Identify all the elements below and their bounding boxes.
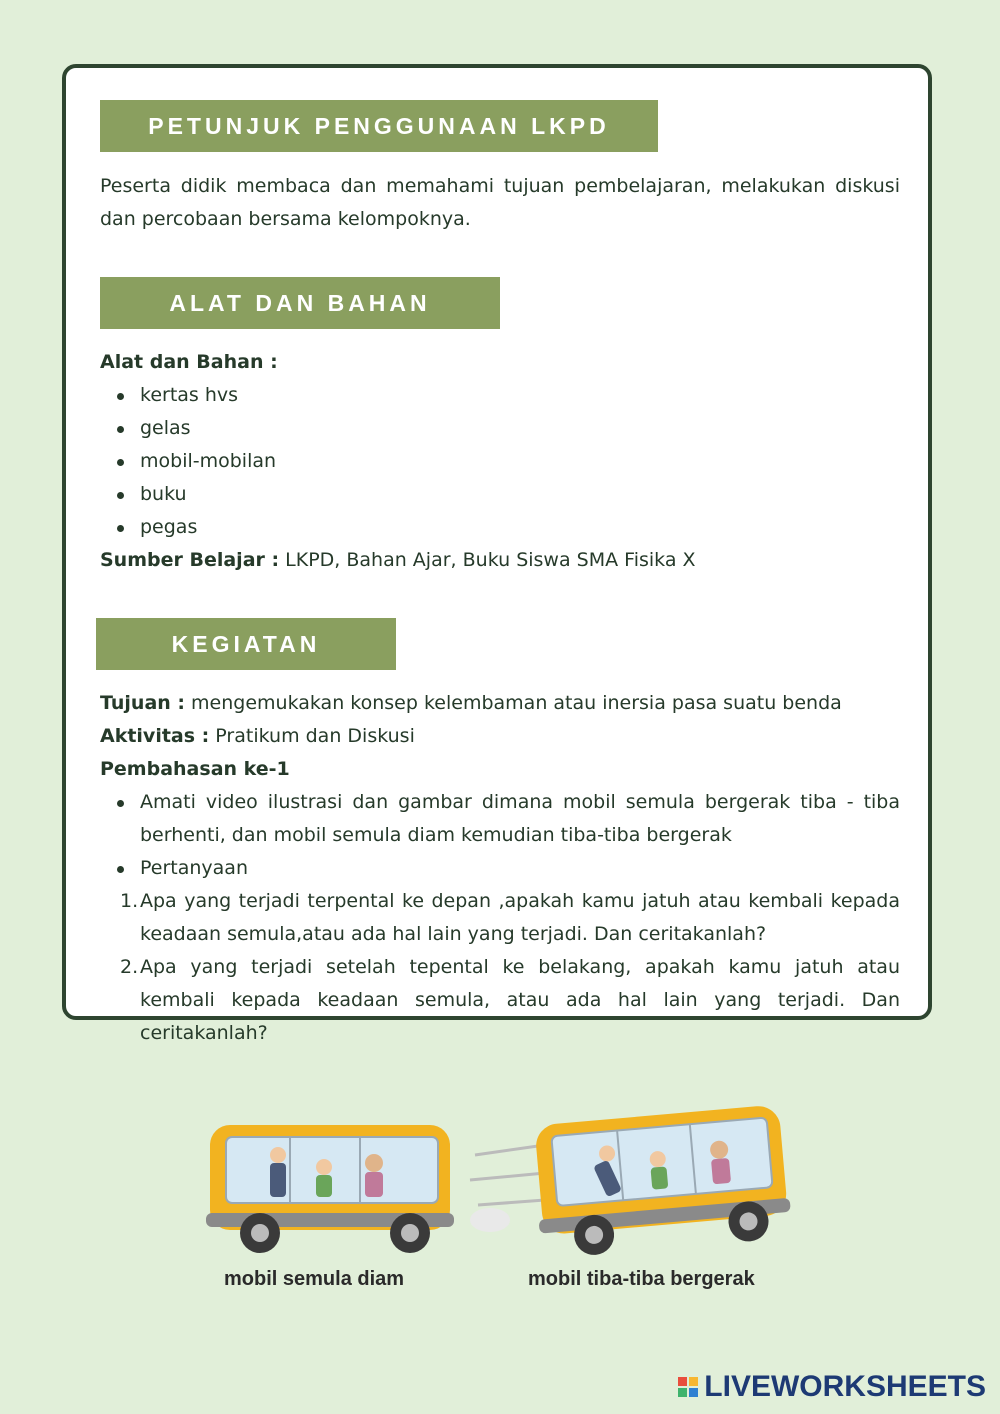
alat-label: Alat dan Bahan : xyxy=(100,351,278,373)
list-item: gelas xyxy=(100,412,900,445)
kegiatan-bullets xyxy=(100,786,900,885)
list-item: Pertanyaan xyxy=(100,852,900,885)
tujuan-line xyxy=(100,687,900,720)
sumber-label: Sumber Belajar : xyxy=(100,549,280,571)
bus-stationary xyxy=(206,1125,454,1253)
list-item: pegas xyxy=(100,511,900,544)
tujuan-label: Tujuan : xyxy=(100,692,185,714)
dust-cloud xyxy=(470,1208,510,1232)
list-item: kertas hvs xyxy=(100,379,900,412)
question-item xyxy=(100,885,900,951)
sumber-value: LKPD, Bahan Ajar, Buku Siswa SMA Fisika X xyxy=(279,549,696,571)
sumber-belajar xyxy=(100,544,900,577)
brand-logo-icon xyxy=(678,1377,698,1397)
question-item xyxy=(100,951,900,1050)
aktivitas-value: Pratikum dan Diskusi xyxy=(209,725,415,747)
aktivitas-line xyxy=(100,720,900,753)
brand-name: LIVEWORKSHEETS xyxy=(704,1370,986,1403)
caption-moving: mobil tiba-tiba bergerak xyxy=(528,1268,755,1290)
list-item: buku xyxy=(100,478,900,511)
section-title-kegiatan: KEGIATAN xyxy=(96,618,396,670)
alat-block xyxy=(100,346,900,577)
question-number: 1. xyxy=(120,890,139,912)
question-text: Apa yang terjadi terpental ke depan ,apakah kamu jatuh atau kembali kepada keadaan semula,atau ada hal lain yang terjadi. Dan ceritakanlah? xyxy=(140,890,900,945)
question-text: Apa yang terjadi setelah tepental ke belakang, apakah kamu jatuh atau kembali kepada keadaan semula, atau ada hal lain yang terjadi. Dan ceritakanlah? xyxy=(140,956,900,1044)
liveworksheets-logo[interactable] xyxy=(678,1370,986,1404)
tujuan-value: mengemukakan konsep kelembaman atau inersia pasa suatu benda xyxy=(185,692,842,714)
section-title-alat: ALAT DAN BAHAN xyxy=(100,277,500,329)
caption-stationary: mobil semula diam xyxy=(224,1268,405,1290)
motion-lines xyxy=(470,1145,545,1205)
questions-list xyxy=(100,885,900,1050)
kegiatan-block xyxy=(100,687,900,1050)
list-item: mobil-mobilan xyxy=(100,445,900,478)
pembahasan-heading: Pembahasan ke-1 xyxy=(100,758,290,780)
aktivitas-label: Aktivitas : xyxy=(100,725,210,747)
question-number: 2. xyxy=(120,956,139,978)
petunjuk-text: Peserta didik membaca dan memahami tujuan pembelajaran, melakukan diskusi dan percobaan bersama kelompoknya. xyxy=(100,175,900,230)
list-item: Amati video ilustrasi dan gambar dimana mobil semula bergerak tiba - tiba berhenti, dan mobil semula diam kemudian tiba-tiba bergerak xyxy=(100,786,900,852)
alat-list xyxy=(100,379,900,544)
bus-moving xyxy=(530,1104,793,1259)
section-title-petunjuk: PETUNJUK PENGGUNAAN LKPD xyxy=(100,100,658,152)
